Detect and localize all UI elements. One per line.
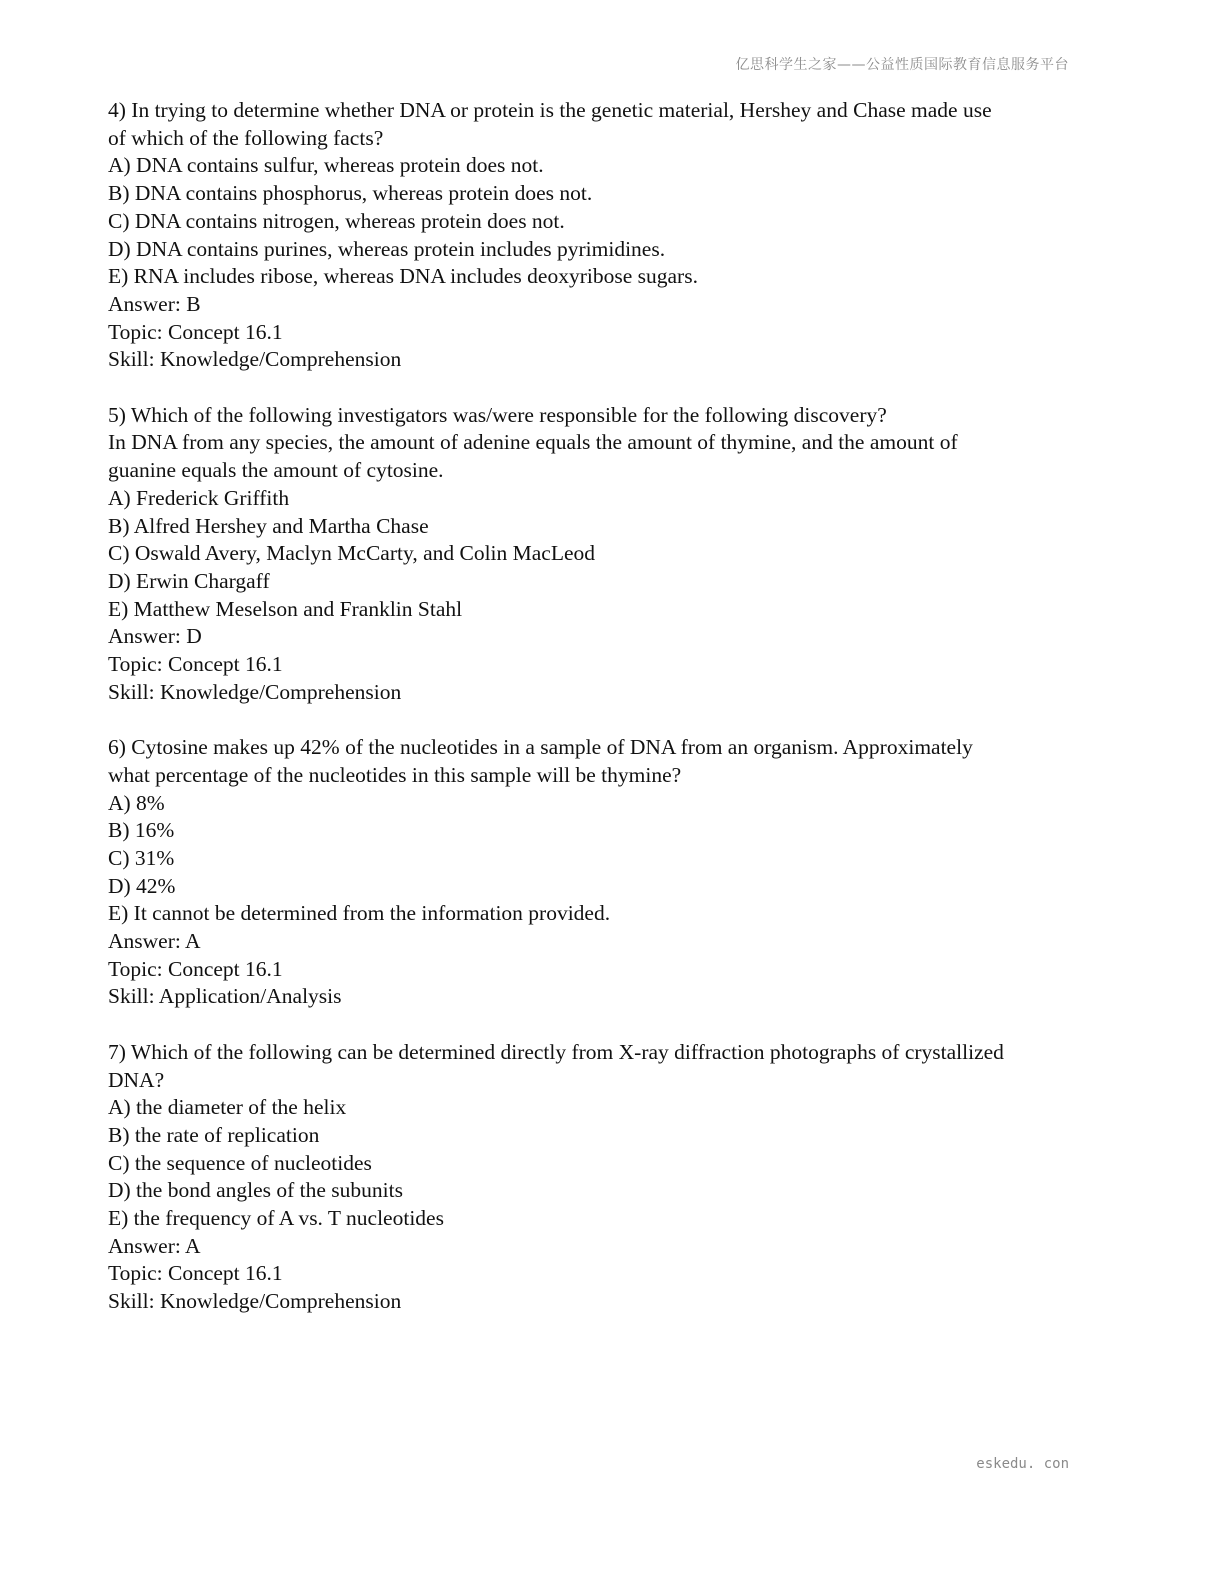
question-item (108, 1039, 1113, 1316)
question-stem-line: 7) Which of the following can be determined directly from X-ray diffraction photographs of crystallized (108, 1039, 1004, 1064)
skill-label: Skill: Application/Analysis (108, 984, 342, 1009)
skill-label: Skill: Knowledge/Comprehension (108, 347, 402, 372)
question-item (108, 97, 1113, 374)
page-header: 亿思科学生之家——公益性质国际教育信息服务平台 (735, 57, 1069, 73)
question-stem-line: 4) In trying to determine whether DNA or protein is the genetic material, Hershey and Chase made use (108, 98, 992, 122)
answer-option: E) RNA includes ribose, whereas DNA includes deoxyribose sugars. (108, 264, 698, 289)
answer-option: A) 8% (108, 790, 165, 815)
question-item (108, 734, 1113, 1011)
question-list (108, 97, 1113, 1344)
question-stem-line: 5) Which of the following investigators was/were responsible for the following discovery? (108, 402, 887, 427)
answer-option: E) the frequency of A vs. T nucleotides (108, 1206, 444, 1231)
skill-label: Skill: Knowledge/Comprehension (108, 1289, 402, 1314)
answer-option: C) the sequence of nucleotides (108, 1150, 372, 1175)
answer-option: B) Alfred Hershey and Martha Chase (108, 513, 429, 538)
answer-option: D) DNA contains purines, whereas protein includes pyrimidines. (108, 236, 666, 261)
question-stem-line: guanine equals the amount of cytosine. (108, 458, 444, 483)
answer-key: Answer: B (108, 291, 201, 316)
question-item (108, 402, 1113, 707)
answer-option: C) 31% (108, 845, 175, 870)
question-stem-line: what percentage of the nucleotides in this sample will be thymine? (108, 762, 682, 787)
answer-option: B) the rate of replication (108, 1122, 320, 1147)
answer-option: A) DNA contains sulfur, whereas protein does not. (108, 153, 544, 178)
topic-label: Topic: Concept 16.1 (108, 652, 283, 677)
page-footer: eskedu. con (976, 1456, 1069, 1472)
answer-option: C) Oswald Avery, Maclyn McCarty, and Colin MacLeod (108, 541, 596, 566)
answer-key: Answer: D (108, 624, 202, 649)
topic-label: Topic: Concept 16.1 (108, 956, 283, 981)
answer-option: C) DNA contains nitrogen, whereas protein does not. (108, 208, 565, 233)
topic-label: Topic: Concept 16.1 (108, 319, 283, 344)
answer-option: B) DNA contains phosphorus, whereas protein does not. (108, 181, 593, 206)
answer-option: D) Erwin Chargaff (108, 568, 270, 593)
answer-option: B) 16% (108, 818, 175, 843)
skill-label: Skill: Knowledge/Comprehension (108, 679, 402, 704)
answer-option: D) the bond angles of the subunits (108, 1178, 403, 1203)
answer-option: E) Matthew Meselson and Franklin Stahl (108, 596, 463, 621)
answer-option: A) Frederick Griffith (108, 485, 290, 510)
question-stem-line: In DNA from any species, the amount of adenine equals the amount of thymine, and the amount of (108, 430, 958, 455)
question-stem-line: of which of the following facts? (108, 125, 384, 150)
topic-label: Topic: Concept 16.1 (108, 1261, 283, 1286)
answer-key: Answer: A (108, 1233, 201, 1258)
answer-option: D) 42% (108, 873, 176, 898)
question-stem-line: DNA? (108, 1067, 165, 1092)
answer-option: A) the diameter of the helix (108, 1095, 347, 1120)
answer-key: Answer: A (108, 929, 201, 954)
answer-option: E) It cannot be determined from the information provided. (108, 901, 611, 926)
question-stem-line: 6) Cytosine makes up 42% of the nucleotides in a sample of DNA from an organism. Approximately (108, 735, 973, 760)
